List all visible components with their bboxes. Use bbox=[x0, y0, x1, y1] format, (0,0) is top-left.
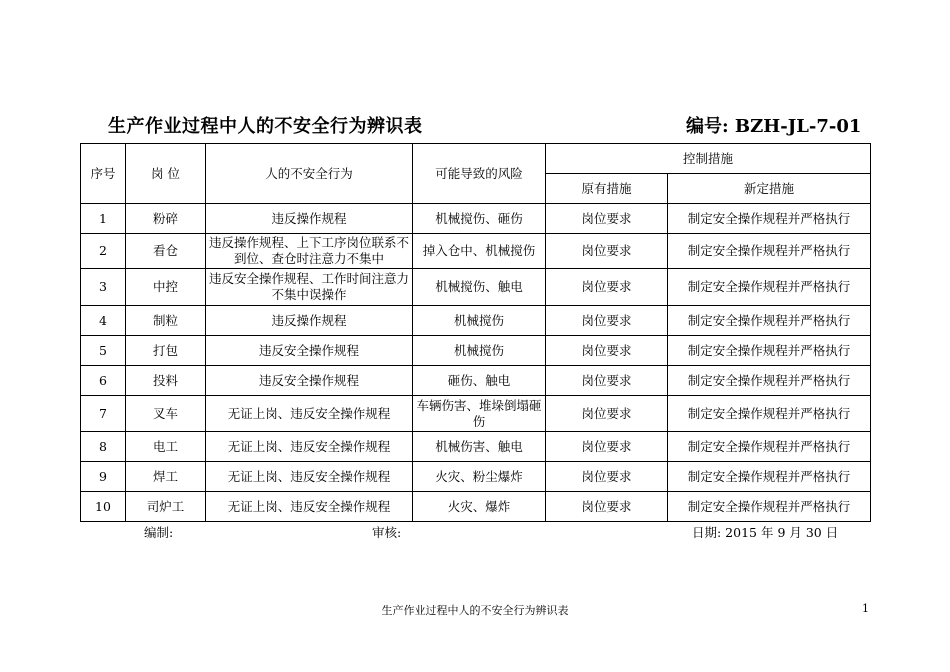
cell-risk: 机械搅伤 bbox=[413, 306, 546, 336]
cell-seq: 3 bbox=[81, 269, 126, 306]
page-number: 1 bbox=[862, 602, 869, 615]
table-row bbox=[81, 269, 871, 306]
cell-seq: 9 bbox=[81, 462, 126, 492]
cell-original: 岗位要求 bbox=[546, 306, 668, 336]
cell-new: 制定安全操作规程并严格执行 bbox=[668, 432, 871, 462]
cell-seq: 6 bbox=[81, 366, 126, 396]
table-row bbox=[81, 396, 871, 432]
cell-original: 岗位要求 bbox=[546, 366, 668, 396]
cell-behavior: 违反操作规程 bbox=[206, 306, 413, 336]
cell-original: 岗位要求 bbox=[546, 432, 668, 462]
page-title: 生产作业过程中人的不安全行为辨识表 bbox=[108, 116, 423, 137]
cell-new: 制定安全操作规程并严格执行 bbox=[668, 306, 871, 336]
cell-new: 制定安全操作规程并严格执行 bbox=[668, 269, 871, 306]
table-row bbox=[81, 204, 871, 234]
cell-behavior: 违反安全操作规程、工作时间注意力不集中误操作 bbox=[206, 269, 413, 306]
cell-new: 制定安全操作规程并严格执行 bbox=[668, 336, 871, 366]
cell-original: 岗位要求 bbox=[546, 204, 668, 234]
cell-seq: 8 bbox=[81, 432, 126, 462]
cell-new: 制定安全操作规程并严格执行 bbox=[668, 492, 871, 522]
cell-behavior: 违反操作规程 bbox=[206, 204, 413, 234]
header-original-measures: 原有措施 bbox=[546, 174, 668, 204]
cell-position: 叉车 bbox=[126, 396, 206, 432]
cell-position: 司炉工 bbox=[126, 492, 206, 522]
cell-behavior: 无证上岗、违反安全操作规程 bbox=[206, 492, 413, 522]
cell-risk: 机械搅伤、砸伤 bbox=[413, 204, 546, 234]
table-row bbox=[81, 462, 871, 492]
cell-behavior: 违反操作规程、上下工序岗位联系不到位、查仓时注意力不集中 bbox=[206, 234, 413, 269]
date-label: 日期: 2015 年 9 月 30 日 bbox=[692, 525, 839, 540]
cell-risk: 砸伤、触电 bbox=[413, 366, 546, 396]
table-row bbox=[81, 234, 871, 269]
cell-original: 岗位要求 bbox=[546, 492, 668, 522]
prepared-by-label: 编制: bbox=[144, 525, 174, 540]
cell-behavior: 违反安全操作规程 bbox=[206, 336, 413, 366]
cell-position: 打包 bbox=[126, 336, 206, 366]
cell-new: 制定安全操作规程并严格执行 bbox=[668, 366, 871, 396]
cell-position: 中控 bbox=[126, 269, 206, 306]
header-new-measures: 新定措施 bbox=[668, 174, 871, 204]
cell-position: 粉碎 bbox=[126, 204, 206, 234]
identification-table bbox=[80, 143, 871, 522]
cell-new: 制定安全操作规程并严格执行 bbox=[668, 204, 871, 234]
cell-new: 制定安全操作规程并严格执行 bbox=[668, 234, 871, 269]
cell-risk: 机械搅伤 bbox=[413, 336, 546, 366]
cell-position: 焊工 bbox=[126, 462, 206, 492]
cell-behavior: 违反安全操作规程 bbox=[206, 366, 413, 396]
cell-position: 投料 bbox=[126, 366, 206, 396]
cell-original: 岗位要求 bbox=[546, 234, 668, 269]
cell-position: 制粒 bbox=[126, 306, 206, 336]
cell-seq: 5 bbox=[81, 336, 126, 366]
cell-risk: 火灾、粉尘爆炸 bbox=[413, 462, 546, 492]
header-position: 岗 位 bbox=[126, 144, 206, 204]
reviewed-by-label: 审核: bbox=[372, 525, 402, 540]
cell-risk: 机械搅伤、触电 bbox=[413, 269, 546, 306]
cell-seq: 1 bbox=[81, 204, 126, 234]
header-risk: 可能导致的风险 bbox=[413, 144, 546, 204]
table-row bbox=[81, 366, 871, 396]
cell-new: 制定安全操作规程并严格执行 bbox=[668, 396, 871, 432]
cell-risk: 车辆伤害、堆垛倒塌砸伤 bbox=[413, 396, 546, 432]
header-seq: 序号 bbox=[81, 144, 126, 204]
cell-risk: 机械伤害、触电 bbox=[413, 432, 546, 462]
cell-original: 岗位要求 bbox=[546, 396, 668, 432]
header-behavior: 人的不安全行为 bbox=[206, 144, 413, 204]
cell-position: 看仓 bbox=[126, 234, 206, 269]
table-row bbox=[81, 492, 871, 522]
cell-behavior: 无证上岗、违反安全操作规程 bbox=[206, 396, 413, 432]
document-number: 编号: BZH-JL-7-01 bbox=[686, 116, 862, 137]
cell-behavior: 无证上岗、违反安全操作规程 bbox=[206, 432, 413, 462]
cell-seq: 2 bbox=[81, 234, 126, 269]
header-control: 控制措施 bbox=[546, 144, 871, 174]
page-footer-text: 生产作业过程中人的不安全行为辨识表 bbox=[381, 604, 569, 617]
cell-risk: 火灾、爆炸 bbox=[413, 492, 546, 522]
table-row bbox=[81, 306, 871, 336]
cell-new: 制定安全操作规程并严格执行 bbox=[668, 462, 871, 492]
cell-original: 岗位要求 bbox=[546, 336, 668, 366]
cell-risk: 掉入仓中、机械搅伤 bbox=[413, 234, 546, 269]
table-row bbox=[81, 336, 871, 366]
cell-seq: 10 bbox=[81, 492, 126, 522]
cell-seq: 4 bbox=[81, 306, 126, 336]
cell-original: 岗位要求 bbox=[546, 269, 668, 306]
cell-seq: 7 bbox=[81, 396, 126, 432]
cell-position: 电工 bbox=[126, 432, 206, 462]
cell-behavior: 无证上岗、违反安全操作规程 bbox=[206, 462, 413, 492]
table-row bbox=[81, 432, 871, 462]
table-body bbox=[81, 204, 871, 522]
cell-original: 岗位要求 bbox=[546, 462, 668, 492]
